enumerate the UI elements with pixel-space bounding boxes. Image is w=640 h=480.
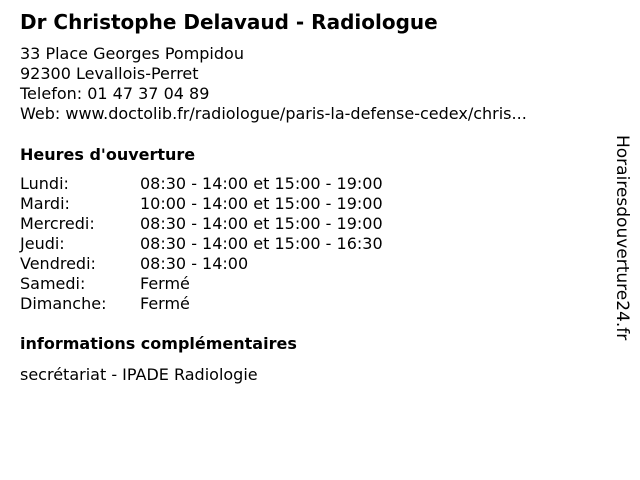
hours-day: Mercredi: — [20, 214, 95, 233]
hours-row-wednesday — [20, 214, 383, 234]
hours-time: 08:30 - 14:00 et 15:00 - 19:00 — [140, 214, 383, 233]
hours-time: Fermé — [140, 274, 190, 293]
hours-row-friday — [20, 254, 383, 274]
phone-number: Telefon: 01 47 37 04 89 — [20, 84, 210, 103]
additional-info-heading: informations complémentaires — [20, 334, 297, 353]
hours-row-tuesday — [20, 194, 383, 214]
hours-day: Vendredi: — [20, 254, 96, 273]
hours-time: 08:30 - 14:00 et 15:00 - 19:00 — [140, 174, 383, 193]
hours-row-saturday — [20, 274, 383, 294]
hours-time: Fermé — [140, 294, 190, 313]
hours-row-monday — [20, 174, 383, 194]
hours-day: Mardi: — [20, 194, 70, 213]
street-address: 33 Place Georges Pompidou — [20, 44, 244, 63]
hours-time: 10:00 - 14:00 et 15:00 - 19:00 — [140, 194, 383, 213]
address-block — [20, 44, 527, 124]
hours-row-thursday — [20, 234, 383, 254]
hours-day: Dimanche: — [20, 294, 107, 313]
hours-row-sunday — [20, 294, 383, 314]
hours-time: 08:30 - 14:00 — [140, 254, 249, 273]
hours-day: Jeudi: — [20, 234, 65, 253]
hours-time: 08:30 - 14:00 et 15:00 - 16:30 — [140, 234, 383, 253]
page-title: Dr Christophe Delavaud - Radiologue — [20, 10, 438, 34]
website-link[interactable]: Web: www.doctolib.fr/radiologue/paris-la-defense-cedex/chris... — [20, 104, 527, 123]
site-watermark: Horairesdouverture24.fr — [612, 135, 632, 341]
additional-info-text: secrétariat - IPADE Radiologie — [20, 365, 258, 384]
hours-day: Lundi: — [20, 174, 69, 193]
city-address: 92300 Levallois-Perret — [20, 64, 199, 83]
opening-hours-heading: Heures d'ouverture — [20, 145, 196, 164]
hours-day: Samedi: — [20, 274, 86, 293]
opening-hours-table — [20, 174, 383, 314]
